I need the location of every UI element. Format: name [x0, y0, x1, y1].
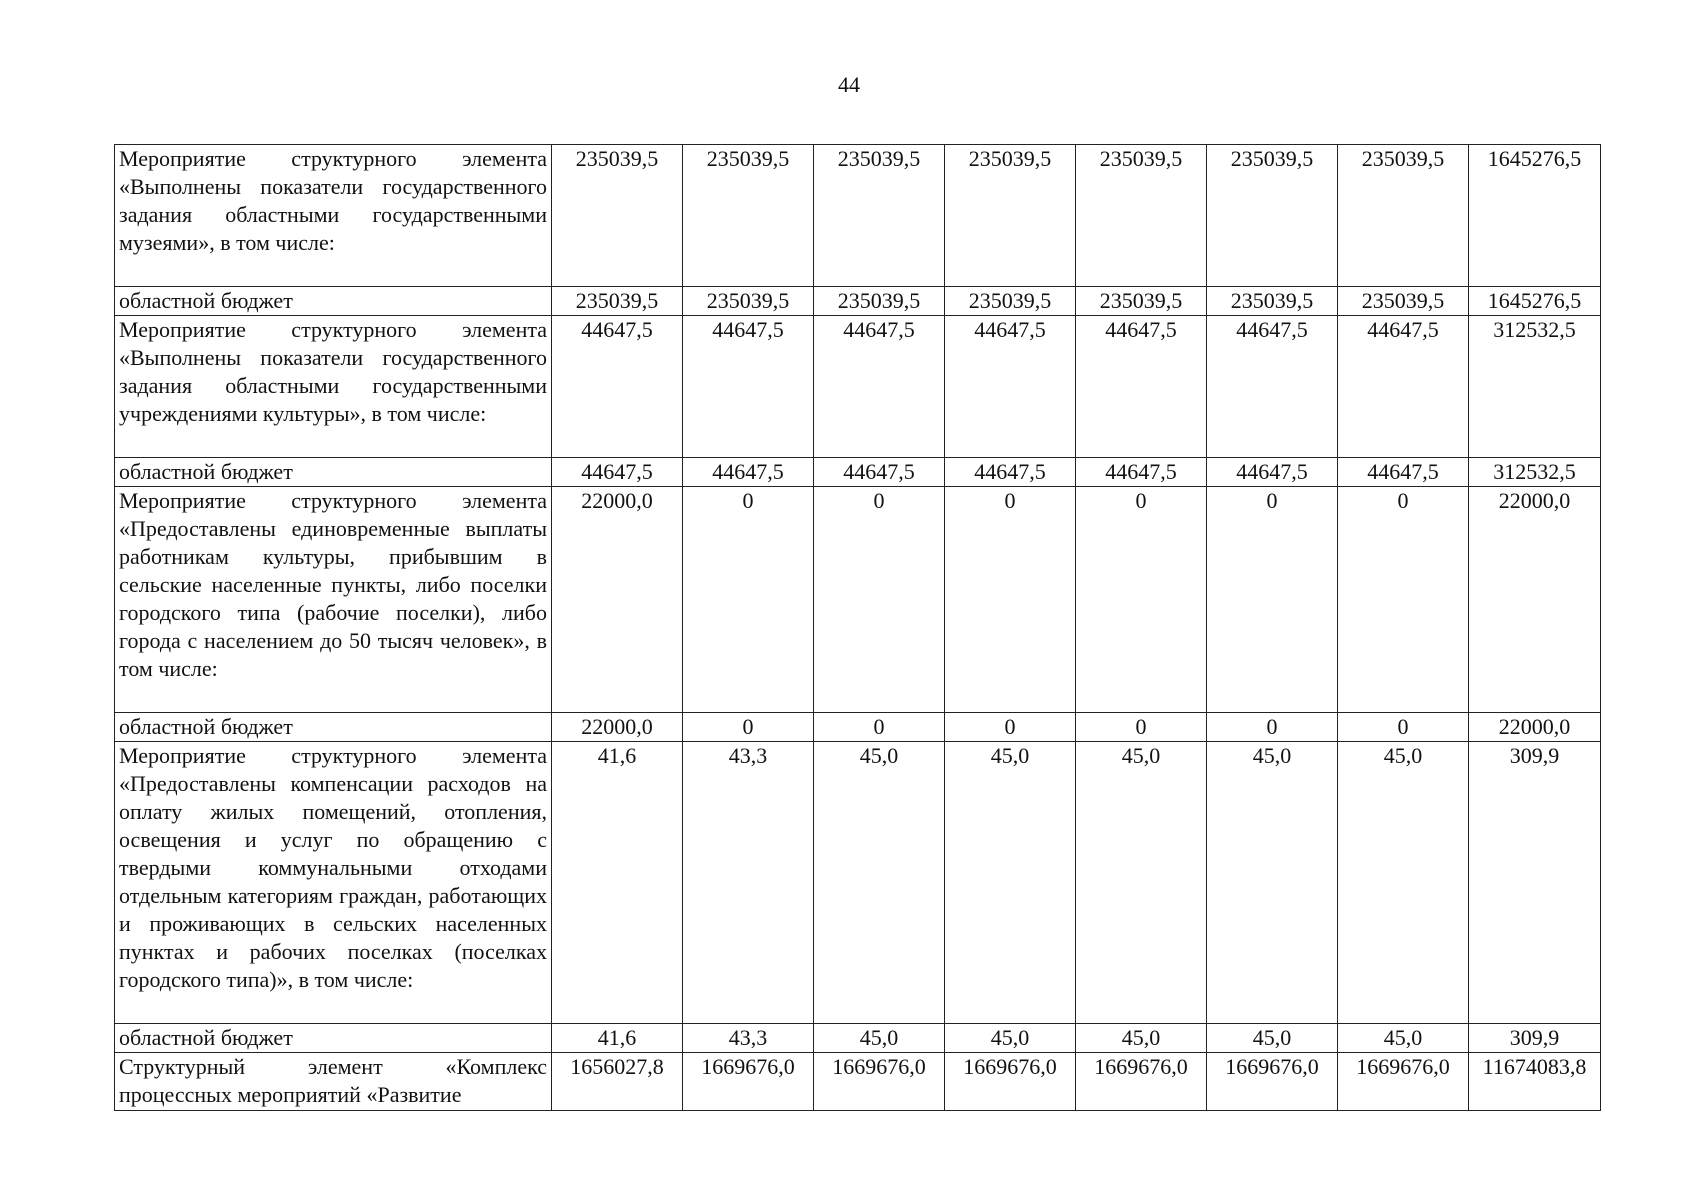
total-cell: 22000,0 — [1469, 713, 1601, 742]
value-cell: 235039,5 — [814, 287, 945, 316]
value-cell: 0 — [814, 713, 945, 742]
page-number: 44 — [838, 72, 860, 97]
row-description: Мероприятие структурного элемента «Выполнены показатели государственного задания областными государственными учреждениями культуры», в том числе: — [115, 316, 552, 458]
value-cell: 1656027,8 — [552, 1053, 683, 1111]
row-description: Структурный элемент «Комплекс процессных мероприятий «Развитие — [115, 1053, 552, 1111]
value-cell: 44647,5 — [552, 458, 683, 487]
total-cell: 309,9 — [1469, 742, 1601, 1024]
value-cell: 41,6 — [552, 742, 683, 1024]
value-cell: 235039,5 — [552, 287, 683, 316]
row-description: областной бюджет — [115, 458, 552, 487]
table-row — [115, 487, 1601, 713]
total-cell: 11674083,8 — [1469, 1053, 1601, 1111]
value-cell: 0 — [814, 487, 945, 713]
value-cell: 0 — [1338, 487, 1469, 713]
value-cell: 44647,5 — [945, 316, 1076, 458]
total-cell: 312532,5 — [1469, 458, 1601, 487]
row-description: Мероприятие структурного элемента «Предоставлены единовременные выплаты работникам культуры, прибывшим в сельские населенные пункты, либо поселки городского типа (рабочие поселки), либо города с населением до 50 тысяч человек», в том числе: — [115, 487, 552, 713]
value-cell: 235039,5 — [1076, 287, 1207, 316]
value-cell: 0 — [1207, 713, 1338, 742]
value-cell: 235039,5 — [552, 145, 683, 287]
value-cell: 235039,5 — [1338, 145, 1469, 287]
value-cell: 45,0 — [814, 742, 945, 1024]
value-cell: 235039,5 — [1207, 287, 1338, 316]
value-cell: 0 — [683, 487, 814, 713]
row-description: областной бюджет — [115, 287, 552, 316]
value-cell: 44647,5 — [683, 316, 814, 458]
value-cell: 1669676,0 — [1207, 1053, 1338, 1111]
value-cell: 0 — [683, 713, 814, 742]
value-cell: 1669676,0 — [1338, 1053, 1469, 1111]
row-description: областной бюджет — [115, 713, 552, 742]
value-cell: 44647,5 — [1207, 316, 1338, 458]
value-cell: 41,6 — [552, 1024, 683, 1053]
value-cell: 235039,5 — [683, 287, 814, 316]
total-cell: 1645276,5 — [1469, 145, 1601, 287]
row-description: Мероприятие структурного элемента «Предоставлены компенсации расходов на оплату жилых помещений, отопления, освещения и услуг по обращению с твердыми коммунальными отходами отдельным категориям граждан, работающих и проживающих в сельских населенных пунктах и рабочих поселках (поселках городского типа)», в том числе: — [115, 742, 552, 1024]
value-cell: 45,0 — [1207, 742, 1338, 1024]
value-cell: 44647,5 — [1076, 458, 1207, 487]
value-cell: 0 — [1076, 713, 1207, 742]
value-cell: 45,0 — [1207, 1024, 1338, 1053]
value-cell: 235039,5 — [945, 287, 1076, 316]
value-cell: 44647,5 — [552, 316, 683, 458]
value-cell: 44647,5 — [1338, 458, 1469, 487]
value-cell: 45,0 — [1076, 1024, 1207, 1053]
value-cell: 235039,5 — [1338, 287, 1469, 316]
value-cell: 45,0 — [945, 742, 1076, 1024]
value-cell: 43,3 — [683, 1024, 814, 1053]
value-cell: 44647,5 — [945, 458, 1076, 487]
total-cell: 309,9 — [1469, 1024, 1601, 1053]
total-cell: 312532,5 — [1469, 316, 1601, 458]
value-cell: 45,0 — [1338, 1024, 1469, 1053]
value-cell: 45,0 — [1076, 742, 1207, 1024]
table-row — [115, 742, 1601, 1024]
value-cell: 44647,5 — [814, 458, 945, 487]
budget-table — [114, 144, 1601, 1111]
table-row — [115, 1053, 1601, 1111]
value-cell: 45,0 — [945, 1024, 1076, 1053]
row-description: Мероприятие структурного элемента «Выполнены показатели государственного задания областными государственными музеями», в том числе: — [115, 145, 552, 287]
value-cell: 235039,5 — [683, 145, 814, 287]
value-cell: 43,3 — [683, 742, 814, 1024]
value-cell: 235039,5 — [945, 145, 1076, 287]
table-row — [115, 1024, 1601, 1053]
table-row — [115, 458, 1601, 487]
value-cell: 44647,5 — [1076, 316, 1207, 458]
total-cell: 1645276,5 — [1469, 287, 1601, 316]
value-cell: 0 — [1207, 487, 1338, 713]
value-cell: 44647,5 — [814, 316, 945, 458]
value-cell: 44647,5 — [683, 458, 814, 487]
table-row — [115, 287, 1601, 316]
total-cell: 22000,0 — [1469, 487, 1601, 713]
value-cell: 44647,5 — [1207, 458, 1338, 487]
value-cell: 1669676,0 — [814, 1053, 945, 1111]
value-cell: 1669676,0 — [1076, 1053, 1207, 1111]
value-cell: 235039,5 — [814, 145, 945, 287]
value-cell: 0 — [1076, 487, 1207, 713]
value-cell: 45,0 — [814, 1024, 945, 1053]
value-cell: 235039,5 — [1207, 145, 1338, 287]
table-row — [115, 145, 1601, 287]
value-cell: 0 — [945, 487, 1076, 713]
value-cell: 1669676,0 — [683, 1053, 814, 1111]
value-cell: 44647,5 — [1338, 316, 1469, 458]
value-cell: 45,0 — [1338, 742, 1469, 1024]
table-row — [115, 713, 1601, 742]
value-cell: 0 — [1338, 713, 1469, 742]
table-row — [115, 316, 1601, 458]
row-description: областной бюджет — [115, 1024, 552, 1053]
value-cell: 235039,5 — [1076, 145, 1207, 287]
value-cell: 22000,0 — [552, 487, 683, 713]
value-cell: 22000,0 — [552, 713, 683, 742]
value-cell: 1669676,0 — [945, 1053, 1076, 1111]
value-cell: 0 — [945, 713, 1076, 742]
